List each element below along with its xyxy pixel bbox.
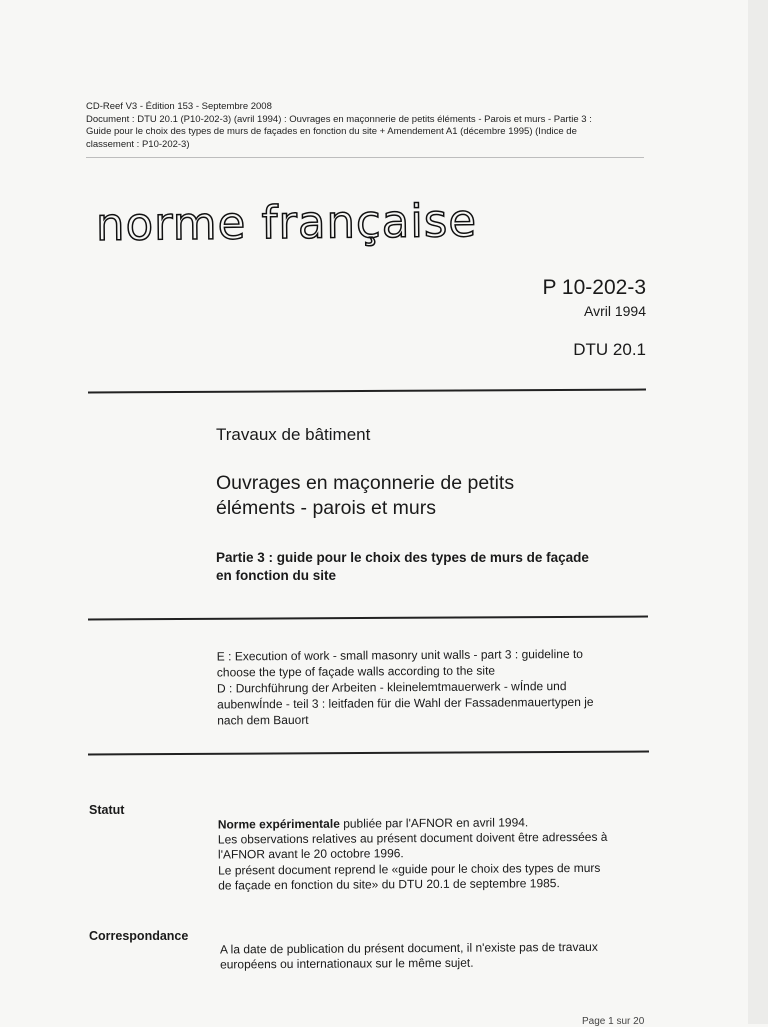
section-divider bbox=[88, 751, 649, 755]
translated-titles bbox=[217, 646, 638, 729]
translation-line: D : Durchführung der Arbeiten - kleinelemtmauerwerk - wÍnde und bbox=[216, 679, 567, 696]
part-title bbox=[216, 549, 656, 585]
statut-line-rest: publiée par l'AFNOR en avril 1994. bbox=[339, 815, 529, 831]
header-line: Guide pour le choix des types de murs de façades en fonction du site + Amendement A1 (décembre 1995) (Indice de bbox=[86, 126, 577, 137]
correspondance-text bbox=[220, 940, 640, 973]
translation-line: aubenwÍnde - teil 3 : leitfaden für die Wahl der Fassadenmauertypen je bbox=[217, 694, 594, 712]
part-title-line: en fonction du site bbox=[216, 568, 336, 583]
publication-date: Avril 1994 bbox=[583, 303, 646, 319]
statut-line: de façade en fonction du site» du DTU 20.1 de septembre 1985. bbox=[218, 875, 560, 893]
correspondance-label: Correspondance bbox=[89, 929, 189, 943]
correspondance-line: européens ou internationaux sur le même sujet. bbox=[220, 955, 474, 972]
page-number: Page 1 sur 20 bbox=[582, 1016, 645, 1027]
part-title-line: Partie 3 : guide pour le choix des types de murs de façade bbox=[216, 550, 589, 565]
dtu-number: DTU 20.1 bbox=[573, 340, 646, 359]
statut-text bbox=[218, 814, 649, 893]
main-title-line: Ouvrages en maçonnerie de petits bbox=[216, 472, 515, 494]
statut-label: Statut bbox=[89, 803, 125, 817]
main-title bbox=[216, 471, 616, 521]
header-line: Document : DTU 20.1 (P10-202-3) (avril 1994) : Ouvrages en maçonnerie de petits éléments - Parois et murs - Partie 3 : bbox=[86, 113, 592, 125]
category-heading: Travaux de bâtiment bbox=[216, 425, 371, 444]
translation-line: E : Execution of work - small masonry unit walls - part 3 : guideline to bbox=[216, 646, 583, 664]
header-line: CD-Reef V3 - Édition 153 - Septembre 2008 bbox=[86, 101, 272, 112]
standard-reference-code: P 10-202-3 bbox=[542, 276, 646, 299]
statut-bold-lead: Norme expérimentale bbox=[217, 816, 340, 832]
section-divider bbox=[88, 389, 646, 393]
section-divider bbox=[88, 616, 648, 620]
document-title: norme française bbox=[95, 194, 478, 251]
scan-edge bbox=[748, 0, 768, 1024]
translation-line: nach dem Bauort bbox=[217, 712, 309, 728]
header-line: classement : P10-202-3) bbox=[86, 138, 190, 150]
header-divider bbox=[86, 157, 644, 158]
statut-line: Le présent document reprend le «guide pour le choix des types de murs bbox=[218, 860, 601, 878]
translation-line: choose the type of façade walls according to the site bbox=[216, 663, 496, 680]
document-header bbox=[86, 101, 646, 151]
main-title-line: éléments - parois et murs bbox=[216, 497, 436, 519]
statut-line: Les observations relatives au présent document doivent être adressées à bbox=[217, 829, 608, 847]
correspondance-line: A la date de publication du présent document, il n'existe pas de travaux bbox=[219, 939, 598, 957]
statut-line: l'AFNOR avant le 20 octobre 1996. bbox=[217, 846, 404, 862]
